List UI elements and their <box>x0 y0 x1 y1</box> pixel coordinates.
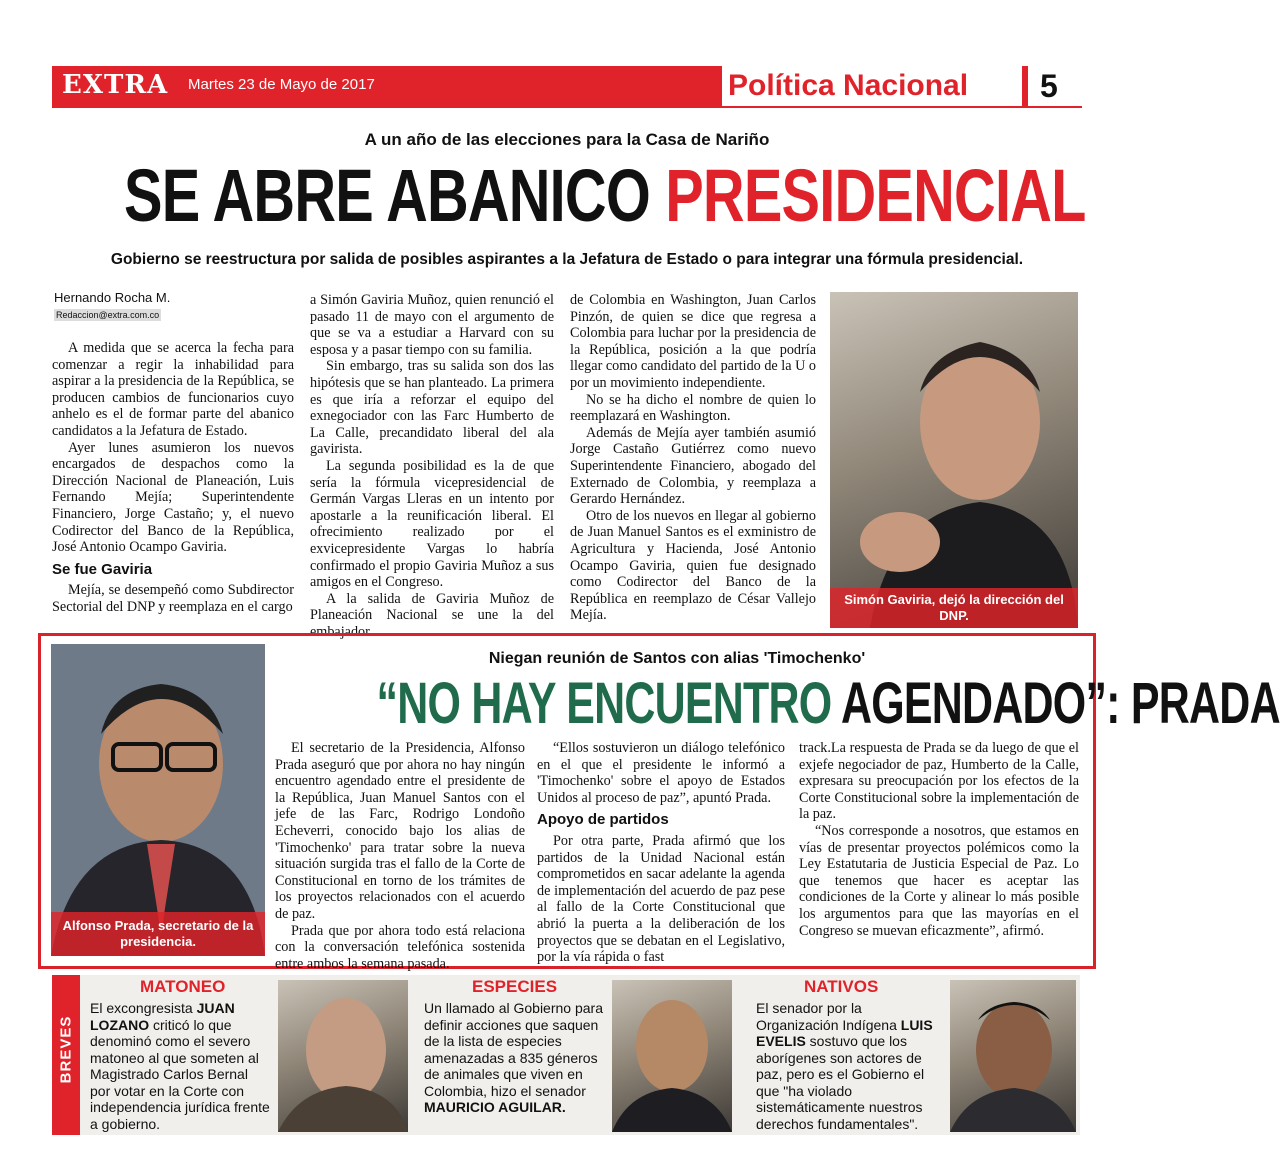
breves-label-bar <box>52 975 80 1135</box>
breve-text-part: sostuvo que los aborígenes son actores de paz, pero es el Gobierno el que "ha violado sistemáticamente nuestros derechos fundamentales". <box>756 1033 925 1132</box>
boxed-kicker: Niegan reunión de Santos con alias 'Timochenko' <box>488 650 866 667</box>
author-email: Redaccion@extra.com.co <box>56 310 160 320</box>
page-header <box>52 66 1082 106</box>
boxed-story <box>38 633 1280 972</box>
photo-juan-lozano <box>278 980 408 1132</box>
paragraph: A la salida de Gaviria Muñoz de Planeación Nacional se une la del embajador <box>310 590 554 640</box>
breve-bold-name: JUAN LOZANO <box>90 1000 235 1033</box>
photo-alfonso-prada <box>51 644 265 956</box>
paragraph: Además de Mejía ayer también asumió Jorge Castaño Gutiérrez como nuevo Superintendente Financiero, abogado del Externado de Colombia, y reemplaza a Gerardo Hernández. <box>570 424 816 508</box>
header-rule <box>52 106 1082 108</box>
paragraph: “Nos corresponde a nosotros, que estamos en vías de presentar proyectos polémicos como la Ley Estatutaria de Justicia Especial de Paz. Lo que tenemos que hacer es aceptar las condiciones de la Corte y alinear lo más posible los argumentos para que las mayorías en el Congreso se muevan eficazmente”, afirmó. <box>799 822 1079 939</box>
breve-text-part: criticó lo que denominó como el severo matoneo al que someten al Magistrado Carlos Bernal por votar en la Corte con independencia jurídica frente a gobierno. <box>90 1016 270 1132</box>
paragraph: Ayer lunes asumieron los nuevos encargados de despachos como la Dirección Nacional de Planeación, Luis Fernando Mejía; Superintendente Financiero, Jorge Castaño; y, el nuevo Codirector del Banco de la República, José Antonio Ocampo Gaviria. <box>52 439 294 556</box>
paragraph: La segunda posibilidad es la de que sería la fórmula vicepresidencial de Germán Vargas Lleras en un intento por apostarle a la reunificación liberal. El ofrecimiento realizado por el exvicepresidente Vargas lo habría confirmado el propio Gaviria Muñoz a sus amigos en el Congreso. <box>310 457 554 591</box>
paragraph: Por otra parte, Prada afirmó que los partidos de la Unidad Nacional están comprometidos en sacar adelante la agenda de implementación del acuerdo de paz pese al fallo de la Corte Constitucional que abrió la puerta a la deliberación de los proyectos que se debatan en el Legislativo, por la vía rápida o fast <box>537 832 785 966</box>
boxed-headline-green: “NO HAY ENCUENTRO <box>376 671 842 736</box>
main-column-3 <box>570 292 816 624</box>
breve-title: NATIVOS <box>804 977 879 996</box>
breve-text-part: El excongresista <box>90 1000 197 1016</box>
paragraph: Prada que por ahora todo está relaciona con la conversación telefónica sostenida entre ambos la semana pasada. <box>275 922 525 972</box>
breve-text-part: El senador por la Organización Indígena <box>756 1000 901 1033</box>
breve-title: MATONEO <box>140 977 226 996</box>
photo-simon-gaviria <box>830 292 1078 628</box>
photo-luis-evelis <box>950 980 1076 1132</box>
paragraph: Mejía, se desempeñó como Subdirector Sectorial del DNP y reemplaza en el cargo <box>52 582 294 615</box>
photo-caption: Alfonso Prada, secretario de la presidencia. <box>51 912 265 956</box>
paragraph: a Simón Gaviria Muñoz, quien renunció el pasado 11 de mayo con el argumento de que se va a estudiar a Harvard con su esposa y a pasar tiempo con su familia. <box>310 292 554 358</box>
page-number: 5 <box>1040 68 1058 104</box>
breve-bold-name: LUIS EVELIS <box>756 1016 933 1049</box>
paragraph: No se ha dicho el nombre de quien lo reemplazará en Washington. <box>570 391 816 425</box>
boxed-headline-black: AGENDADO”: PRADA <box>841 671 1280 736</box>
header-divider <box>1022 66 1028 106</box>
breve-title: ESPECIES <box>472 977 558 996</box>
main-headline-red: PRESIDENCIAL <box>665 154 1086 237</box>
author-name: Hernando Rocha M. <box>54 290 171 305</box>
breve-bold-name: MAURICIO AGUILAR. <box>424 1099 566 1115</box>
photo-caption: Simón Gaviria, dejó la dirección del DNP. <box>830 588 1078 628</box>
main-headline <box>123 154 1086 237</box>
paragraph: “Ellos sostuvieron un diálogo telefónico en el que el presidente le informó a 'Timochenko' sobre el apoyo de Estados Unidos al proceso de paz”, apuntó Prada. <box>537 740 785 806</box>
portrait-illustration <box>830 292 1078 628</box>
portrait-illustration <box>51 644 265 956</box>
portrait-illustration <box>278 980 408 1132</box>
paragraph: El secretario de la Presidencia, Alfonso Prada aseguró que por ahora no hay ningún encuentro agendado entre el presidente de la República, Juan Manuel Santos con el jefe de las Farc, Rodrigo Londoño Echeverri, conocido bajo los alias de 'Timochenko' para tratar sobre la nueva situación surgida tras el fallo de la Corte de Constitucional en torno de los trámites de los proyectos relacionados con el acuerdo de paz. <box>275 740 525 922</box>
breve-text <box>424 1000 604 1116</box>
photo-mauricio-aguilar <box>612 980 732 1132</box>
main-kicker: A un año de las elecciones para la Casa de Nariño <box>364 130 770 149</box>
section-subheading: Se fue Gaviria <box>52 560 153 578</box>
boxed-column-2 <box>537 740 785 966</box>
section-subheading: Apoyo de partidos <box>537 811 669 829</box>
portrait-illustration <box>612 980 732 1132</box>
main-column-1 <box>52 340 294 616</box>
paragraph: track.La respuesta de Prada se da luego de que el exjefe negociador de paz, Humberto de la Calle, expresara su preocupación por los efectos de la Corte Constitucional sobre la implementación de la paz. <box>799 740 1079 823</box>
main-column-2 <box>310 292 554 640</box>
portrait-illustration <box>950 980 1076 1132</box>
main-headline-black: SE ABRE ABANICO <box>123 154 666 237</box>
breve-text <box>756 1000 942 1132</box>
breve-text <box>90 1000 270 1132</box>
breve-text-part: Un llamado al Gobierno para definir acciones que saquen de la lista de especies amenazadas a 835 géneros de animales que viven en Colombia, hizo el senador <box>424 1000 603 1099</box>
boxed-column-1 <box>275 740 525 972</box>
boxed-headline <box>376 671 1280 736</box>
main-subhead: Gobierno se reestructura por salida de posibles aspirantes a la Jefatura de Estado o para integrar una fórmula presidencial. <box>110 251 1024 268</box>
boxed-column-3 <box>799 740 1079 939</box>
paragraph: Sin embargo, tras su salida son dos las hipótesis que se han planteado. La primera es que iría a reforzar el equipo del exnegociador con las Farc Humberto de La Calle, precandidato liberal del ala gavirista. <box>310 358 554 458</box>
paragraph: Otro de los nuevos en llegar al gobierno de Juan Manuel Santos es el exministro de Agricultura y Hacienda, José Antonio Ocampo Gaviria, quien fue designado como Codirector del Banco de la República en reemplazo de César Vallejo Mejía. <box>570 507 816 624</box>
breves-label: BREVES <box>57 1015 75 1084</box>
paragraph: A medida que se acerca la fecha para comenzar a regir la inhabilidad para aspirar a la presidencia de la República, se producen cambios de funcionarios cuyo anhelo es el de formar parte del abanico candidatos a la Jefatura de Estado. <box>52 340 294 439</box>
newspaper-logo: EXTRA <box>62 70 169 100</box>
section-title: Política Nacional <box>728 69 969 102</box>
issue-date: Martes 23 de Mayo de 2017 <box>188 76 375 93</box>
paragraph: de Colombia en Washington, Juan Carlos Pinzón, de quien se dice que regresa a Colombia para luchar por la presidencia de la República, posición a la que podría llegar como candidato del partido de la U o por un movimiento independiente. <box>570 292 816 391</box>
